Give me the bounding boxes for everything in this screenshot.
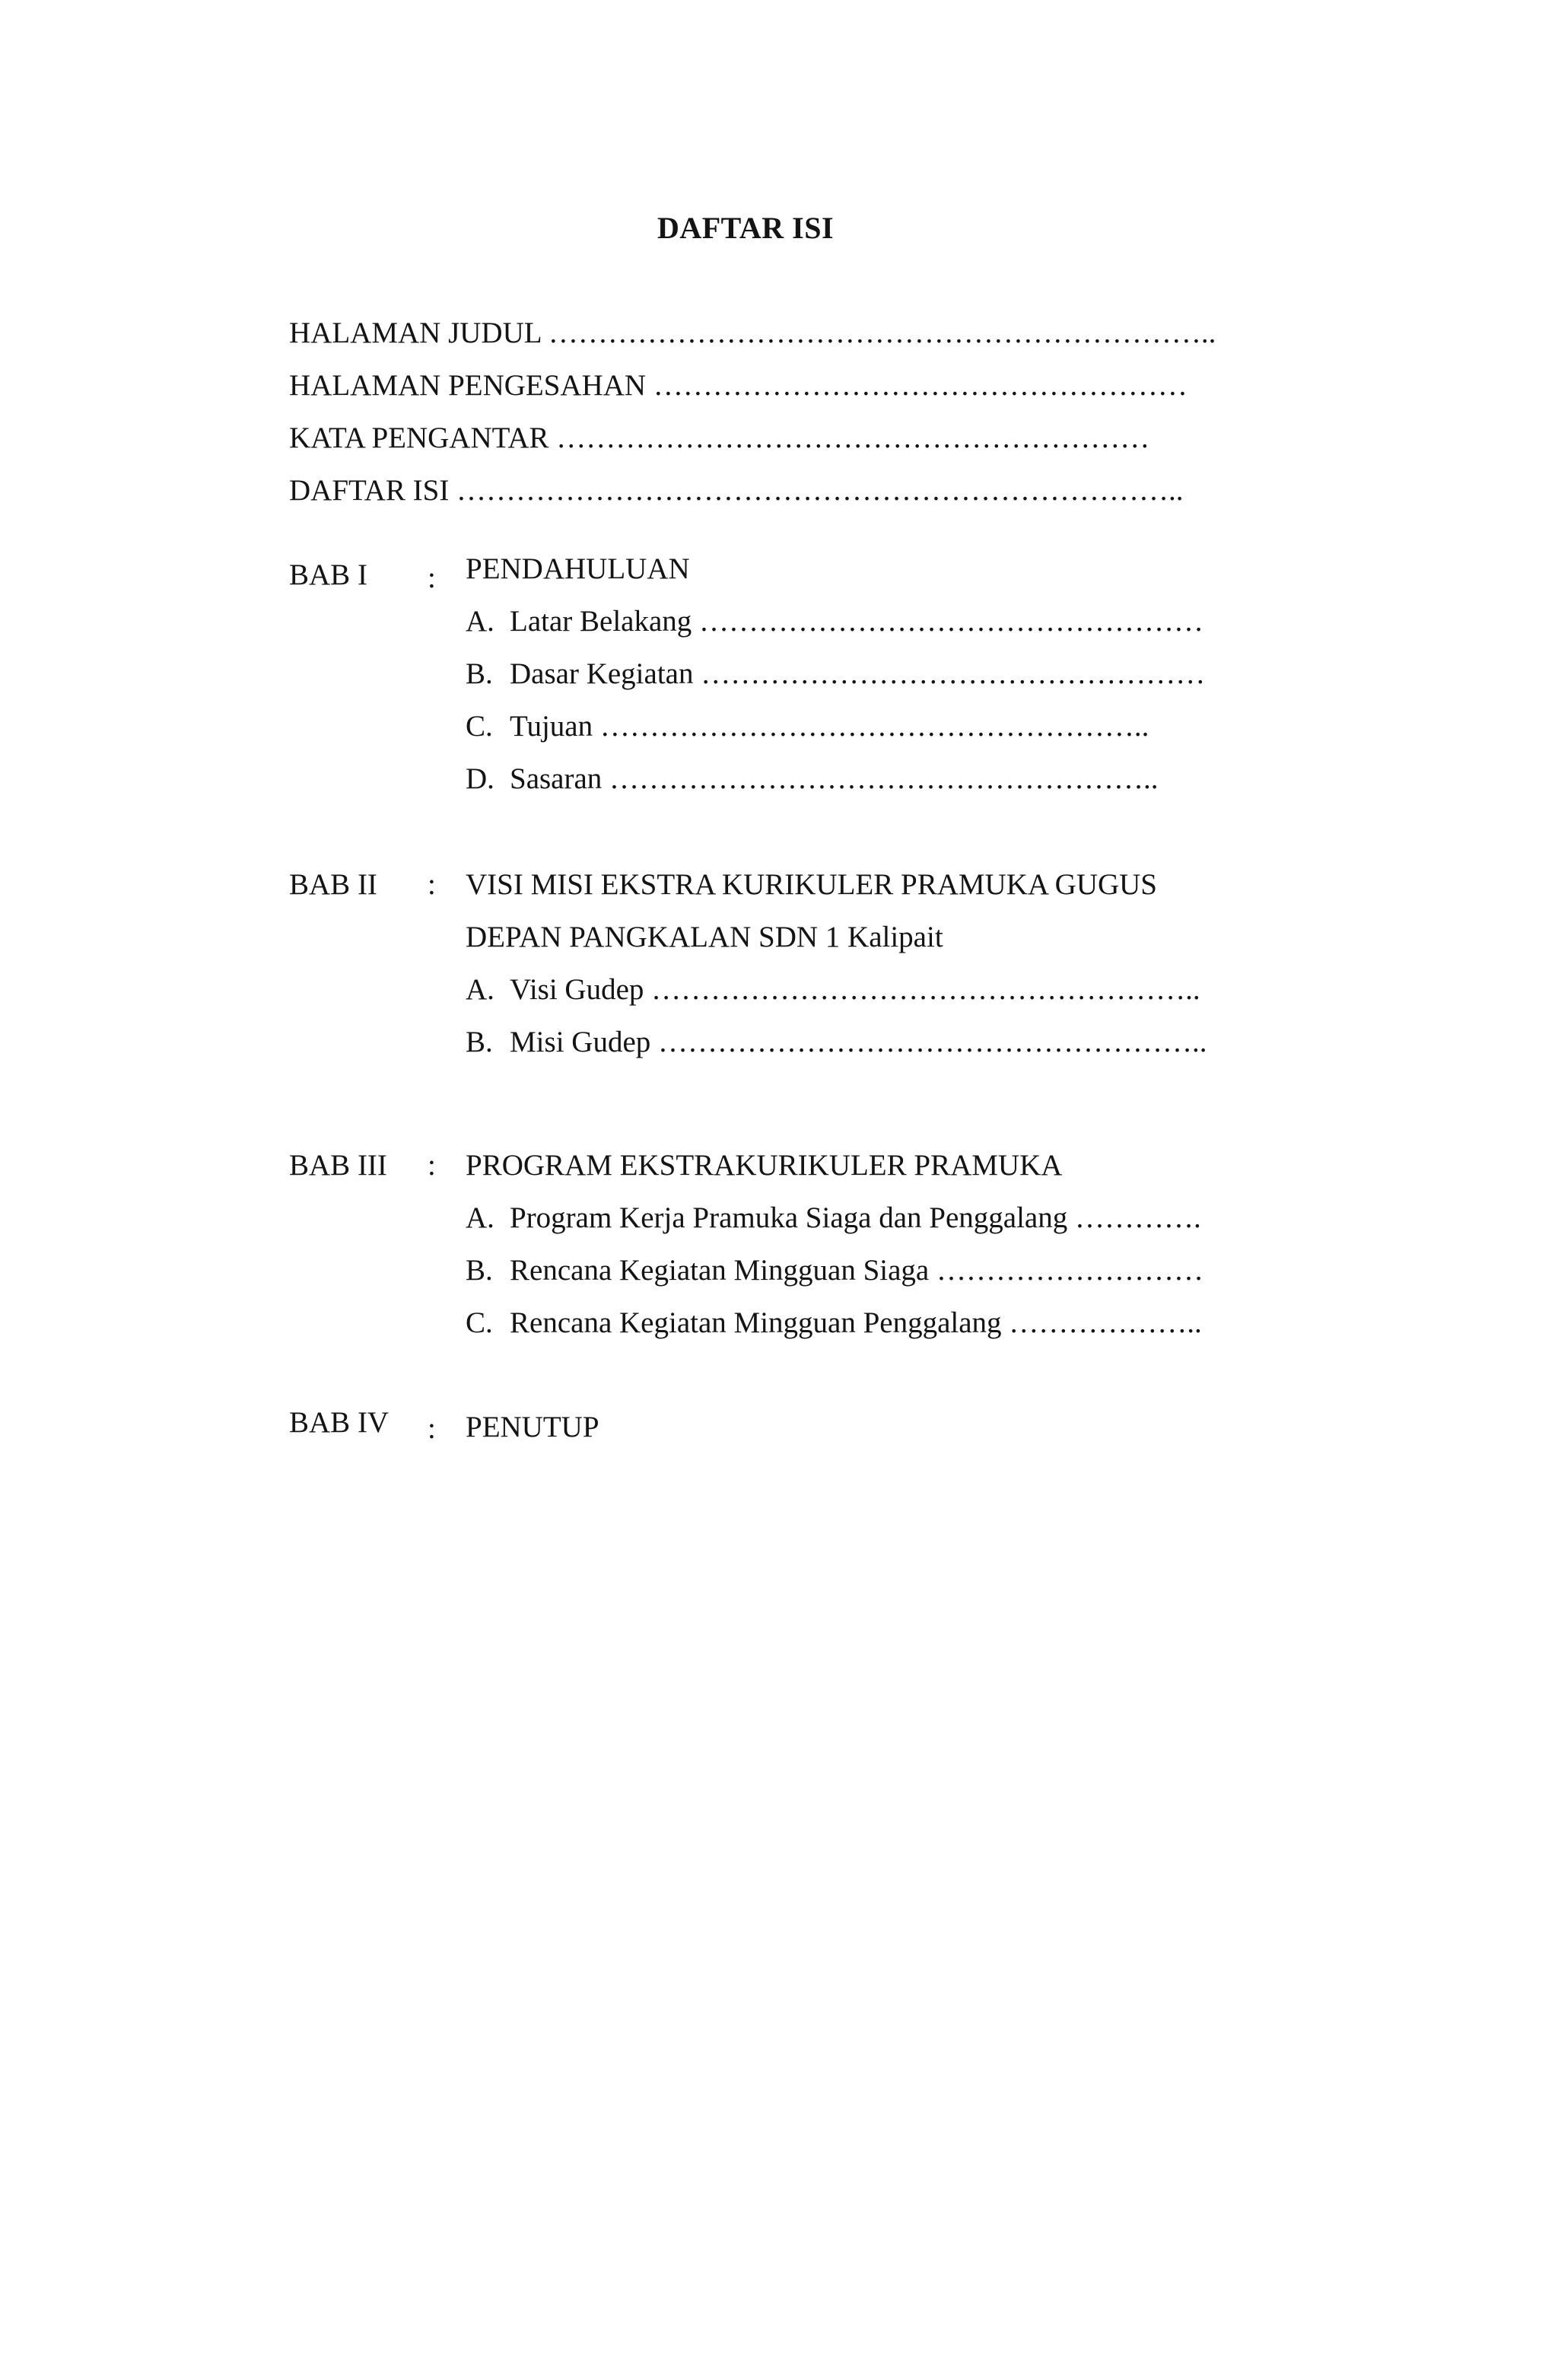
toc-item-letter: C. (466, 1306, 493, 1339)
page-title: DAFTAR ISI (657, 211, 835, 245)
chapter-label-bab-3: BAB III (289, 1149, 387, 1182)
toc-item-misi-gudep[interactable]: Misi Gudep ……………………………………………….. (510, 1026, 1207, 1058)
chapter-colon: : (428, 1149, 436, 1182)
toc-entry-kata-pengantar[interactable]: KATA PENGANTAR …………………………………………………… (289, 422, 1150, 454)
toc-item-tujuan[interactable]: Tujuan ……………………………………………….. (510, 710, 1149, 743)
toc-entry-halaman-judul[interactable]: HALAMAN JUDUL ………………………………………………………….. (289, 317, 1216, 349)
chapter-title-bab-1[interactable]: PENDAHULUAN (466, 552, 690, 585)
chapter-title-bab-3[interactable]: PROGRAM EKSTRAKURIKULER PRAMUKA (466, 1149, 1063, 1182)
toc-item-program-kerja[interactable]: Program Kerja Pramuka Siaga dan Penggalang …………. (510, 1201, 1201, 1234)
toc-item-letter: B. (466, 1026, 493, 1058)
chapter-title-bab-4[interactable]: PENUTUP (466, 1411, 599, 1443)
toc-item-letter: A. (466, 973, 494, 1006)
chapter-colon: : (428, 868, 436, 901)
toc-item-sasaran[interactable]: Sasaran ……………………………………………….. (510, 762, 1159, 795)
toc-item-letter: B. (466, 1254, 493, 1287)
toc-item-letter: D. (466, 762, 494, 795)
chapter-colon: : (428, 562, 436, 594)
toc-item-dasar-kegiatan[interactable]: Dasar Kegiatan …………………………………………… (510, 657, 1206, 690)
chapter-title-bab-2-line-1[interactable]: VISI MISI EKSTRA KURIKULER PRAMUKA GUGUS (466, 868, 1157, 901)
toc-entry-daftar-isi[interactable]: DAFTAR ISI ……………………………………………………………….. (289, 474, 1184, 507)
toc-item-visi-gudep[interactable]: Visi Gudep ……………………………………………….. (510, 973, 1200, 1006)
toc-item-letter: C. (466, 710, 493, 743)
toc-item-letter: A. (466, 1201, 494, 1234)
toc-item-rencana-penggalang[interactable]: Rencana Kegiatan Mingguan Penggalang ……………….. (510, 1306, 1202, 1339)
toc-item-letter: B. (466, 657, 493, 690)
toc-item-rencana-siaga[interactable]: Rencana Kegiatan Mingguan Siaga ……………………… (510, 1254, 1203, 1287)
chapter-title-bab-2-line-2[interactable]: DEPAN PANGKALAN SDN 1 Kalipait (466, 921, 943, 953)
chapter-colon: : (428, 1412, 436, 1445)
chapter-label-bab-4: BAB IV (289, 1406, 390, 1439)
toc-item-latar-belakang[interactable]: Latar Belakang …………………………………………… (510, 605, 1204, 638)
toc-entry-halaman-pengesahan[interactable]: HALAMAN PENGESAHAN ……………………………………………… (289, 369, 1188, 402)
toc-item-letter: A. (466, 605, 494, 638)
chapter-label-bab-2: BAB II (289, 868, 377, 901)
chapter-label-bab-1: BAB I (289, 558, 367, 591)
